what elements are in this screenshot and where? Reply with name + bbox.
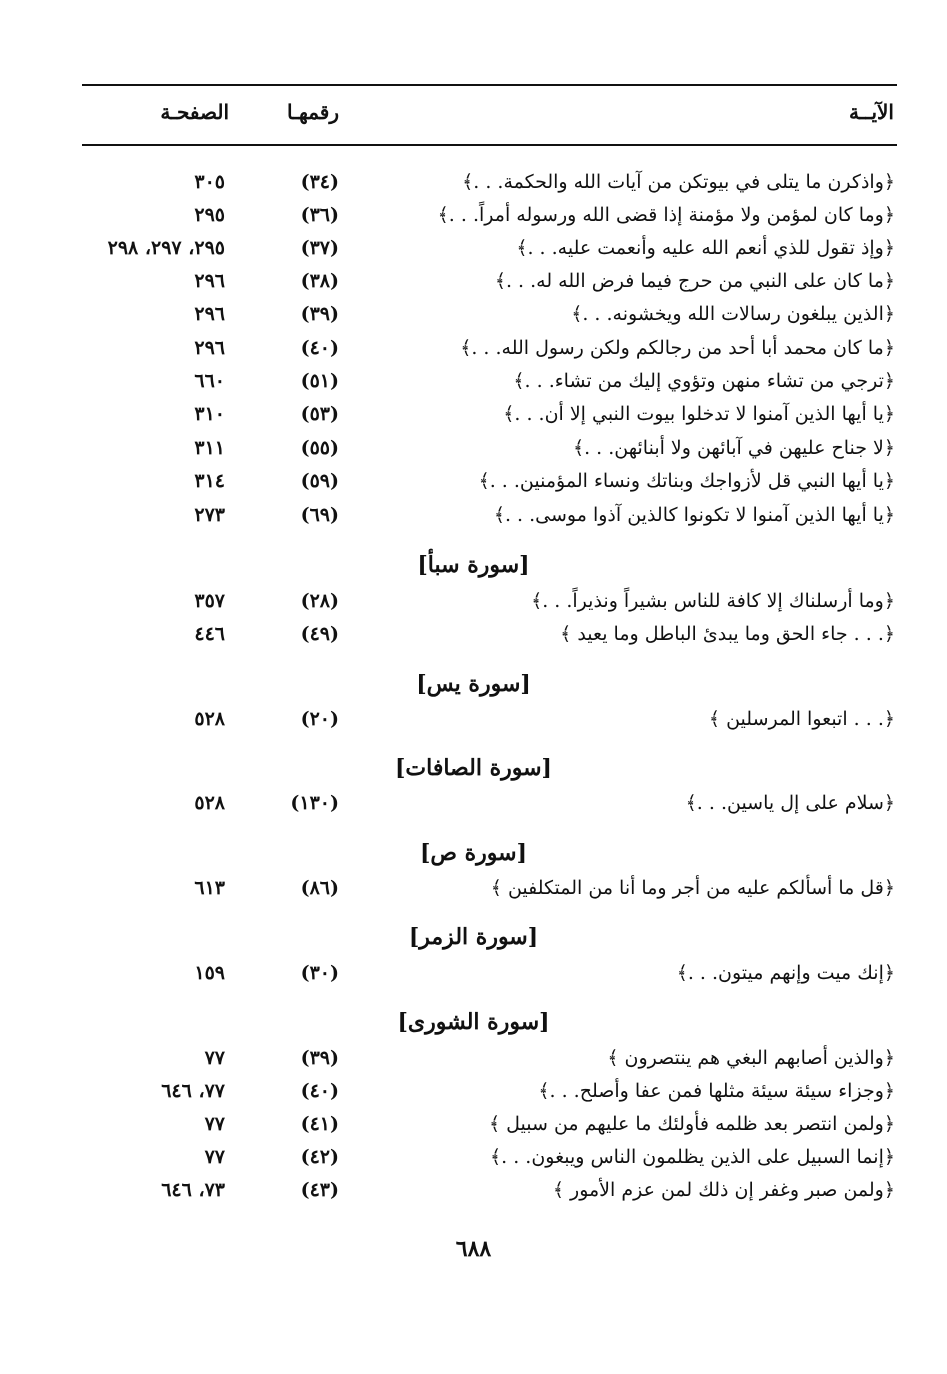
page-number: ٦٨٨ bbox=[455, 1236, 492, 1262]
ayah-text: ﴿إنك ميت وإنهم ميتون. . .﴾ bbox=[676, 962, 895, 984]
ayah-number: (٣٧) bbox=[300, 237, 339, 259]
page-reference: ٢٩٦ bbox=[194, 337, 225, 359]
index-row bbox=[0, 265, 947, 298]
index-row bbox=[0, 432, 947, 465]
surah-heading bbox=[0, 1009, 947, 1035]
index-row bbox=[0, 585, 947, 618]
page-reference: ١٥٩ bbox=[194, 962, 225, 984]
index-row bbox=[0, 1108, 947, 1141]
ayah-number: (٥١) bbox=[300, 370, 339, 392]
ayah-number: (٤١) bbox=[300, 1113, 339, 1135]
page-reference: ٢٩٥ bbox=[194, 204, 225, 226]
page-reference: ٢٩٥، ٢٩٧، ٢٩٨ bbox=[107, 237, 225, 259]
index-row bbox=[0, 465, 947, 498]
ayah-text: ﴿لا جناح عليهن في آبائهن ولا أبنائهن. . .﴾ bbox=[572, 437, 895, 459]
page-reference: ٧٧ bbox=[204, 1146, 225, 1168]
index-row bbox=[0, 1075, 947, 1108]
surah-heading bbox=[0, 755, 947, 781]
ayah-text: ﴿. . . جاء الحق وما يبدئ الباطل وما يعيد ﴾ bbox=[560, 623, 895, 645]
column-header-page: الصفحـة bbox=[160, 100, 229, 124]
index-row bbox=[0, 618, 947, 651]
ayah-text: ﴿واذكرن ما يتلى في بيوتكن من آيات الله والحكمة. . .﴾ bbox=[462, 171, 895, 193]
index-row bbox=[0, 199, 947, 232]
page-reference: ٢٩٦ bbox=[194, 303, 225, 325]
ayah-text: ﴿ما كان محمد أبا أحد من رجالكم ولكن رسول الله. . .﴾ bbox=[460, 337, 895, 359]
ayah-number: (٣٨) bbox=[300, 270, 339, 292]
page-reference: ٣١٤ bbox=[194, 470, 225, 492]
page-reference: ٥٢٨ bbox=[194, 708, 225, 730]
ayah-number: (٣٩) bbox=[300, 1047, 339, 1069]
ayah-number: (٢٠) bbox=[300, 708, 339, 730]
page-reference: ٧٧، ٦٤٦ bbox=[161, 1080, 225, 1102]
surah-heading-text: [سورة الصافات] bbox=[395, 755, 552, 781]
ayah-number: (٨٦) bbox=[300, 877, 339, 899]
ayah-text: ﴿وما كان لمؤمن ولا مؤمنة إذا قضى الله ورسوله أمراً. . .﴾ bbox=[437, 204, 895, 226]
ayah-number: (٤٢) bbox=[300, 1146, 339, 1168]
index-row bbox=[0, 166, 947, 199]
page-reference: ٧٧ bbox=[204, 1113, 225, 1135]
ayah-text: ﴿وإذ تقول للذي أنعم الله عليه وأنعمت عليه. . .﴾ bbox=[516, 237, 895, 259]
surah-heading bbox=[0, 671, 947, 697]
ayah-number: (٣٠) bbox=[300, 962, 339, 984]
index-row bbox=[0, 787, 947, 820]
column-header-number: رقمهـا bbox=[287, 100, 339, 124]
ayah-text: ﴿وجزاء سيئة سيئة مثلها فمن عفا وأصلح. . .﴾ bbox=[538, 1080, 895, 1102]
page-reference: ٥٢٨ bbox=[194, 792, 225, 814]
ayah-number: (٦٩) bbox=[300, 504, 339, 526]
ayah-number: (٣٤) bbox=[300, 171, 339, 193]
page-reference: ٢٧٣ bbox=[194, 504, 225, 526]
header-top-rule bbox=[82, 84, 897, 86]
surah-heading bbox=[0, 552, 947, 578]
index-row bbox=[0, 398, 947, 431]
index-row bbox=[0, 703, 947, 736]
ayah-text: ﴿ترجي من تشاء منهن وتؤوي إليك من تشاء. . .﴾ bbox=[513, 370, 895, 392]
ayah-number: (٣٦) bbox=[300, 204, 339, 226]
surah-heading bbox=[0, 840, 947, 866]
surah-heading-text: [سورة سبأ] bbox=[417, 552, 530, 578]
index-row bbox=[0, 332, 947, 365]
index-row bbox=[0, 232, 947, 265]
index-row bbox=[0, 1141, 947, 1174]
index-row bbox=[0, 1174, 947, 1207]
column-header-ayah: الآيــة bbox=[849, 100, 894, 124]
ayah-number: (٥٩) bbox=[300, 470, 339, 492]
index-row bbox=[0, 298, 947, 331]
ayah-text: ﴿سلام على إل ياسين. . .﴾ bbox=[685, 792, 895, 814]
ayah-number: (٣٩) bbox=[300, 303, 339, 325]
ayah-text: ﴿يا أيها الذين آمنوا لا تدخلوا بيوت النبي إلا أن. . .﴾ bbox=[503, 403, 895, 425]
ayah-number: (٥٣) bbox=[300, 403, 339, 425]
page-reference: ٤٤٦ bbox=[194, 623, 225, 645]
index-row bbox=[0, 499, 947, 532]
page-reference: ٣١١ bbox=[194, 437, 225, 459]
ayah-text: ﴿ولمن انتصر بعد ظلمه فأولئك ما عليهم من سبيل ﴾ bbox=[488, 1113, 895, 1135]
ayah-number: (٤٠) bbox=[300, 337, 339, 359]
header-bottom-rule bbox=[82, 144, 897, 146]
ayah-number: (٤٠) bbox=[300, 1080, 339, 1102]
ayah-text: ﴿والذين أصابهم البغي هم ينتصرون ﴾ bbox=[607, 1047, 895, 1069]
page-reference: ٣١٠ bbox=[194, 403, 225, 425]
index-row bbox=[0, 957, 947, 990]
page-reference: ٧٧ bbox=[204, 1047, 225, 1069]
ayah-text: ﴿الذين يبلغون رسالات الله ويخشونه. . .﴾ bbox=[571, 303, 895, 325]
ayah-number: (٥٥) bbox=[300, 437, 339, 459]
index-row bbox=[0, 872, 947, 905]
page-reference: ٧٣، ٦٤٦ bbox=[161, 1179, 225, 1201]
ayah-text: ﴿. . . اتبعوا المرسلين ﴾ bbox=[708, 708, 895, 730]
ayah-text: ﴿إنما السبيل على الذين يظلمون الناس ويبغون. . .﴾ bbox=[489, 1146, 895, 1168]
ayah-text: ﴿وما أرسلناك إلا كافة للناس بشيراً ونذيراً. . .﴾ bbox=[531, 590, 895, 612]
ayah-text: ﴿يا أيها النبي قل لأزواجك وبناتك ونساء المؤمنين. . .﴾ bbox=[478, 470, 895, 492]
index-row bbox=[0, 1042, 947, 1075]
page-reference: ٦٦٠ bbox=[194, 370, 225, 392]
ayah-text: ﴿ولمن صبر وغفر إن ذلك لمن عزم الأمور ﴾ bbox=[552, 1179, 895, 1201]
ayah-number: (٤٩) bbox=[300, 623, 339, 645]
surah-heading-text: [سورة الزمر] bbox=[408, 924, 539, 950]
ayah-text: ﴿ما كان على النبي من حرج فيما فرض الله له. . .﴾ bbox=[494, 270, 895, 292]
ayah-text: ﴿قل ما أسألكم عليه من أجر وما أنا من المتكلفين ﴾ bbox=[490, 877, 895, 899]
page-reference: ٢٩٦ bbox=[194, 270, 225, 292]
page-reference: ٦١٣ bbox=[194, 877, 225, 899]
surah-heading-text: [سورة الشورى] bbox=[397, 1009, 550, 1035]
surah-heading-text: [سورة ص] bbox=[419, 840, 528, 866]
ayah-text: ﴿يا أيها الذين آمنوا لا تكونوا كالذين آذوا موسى. . .﴾ bbox=[493, 504, 895, 526]
index-row bbox=[0, 365, 947, 398]
page-reference: ٣٥٧ bbox=[194, 590, 225, 612]
ayah-number: (١٣٠) bbox=[290, 792, 339, 814]
ayah-number: (٢٨) bbox=[300, 590, 339, 612]
page-reference: ٣٠٥ bbox=[194, 171, 225, 193]
surah-heading-text: [سورة يس] bbox=[416, 671, 531, 697]
surah-heading bbox=[0, 924, 947, 950]
ayah-number: (٤٣) bbox=[300, 1179, 339, 1201]
